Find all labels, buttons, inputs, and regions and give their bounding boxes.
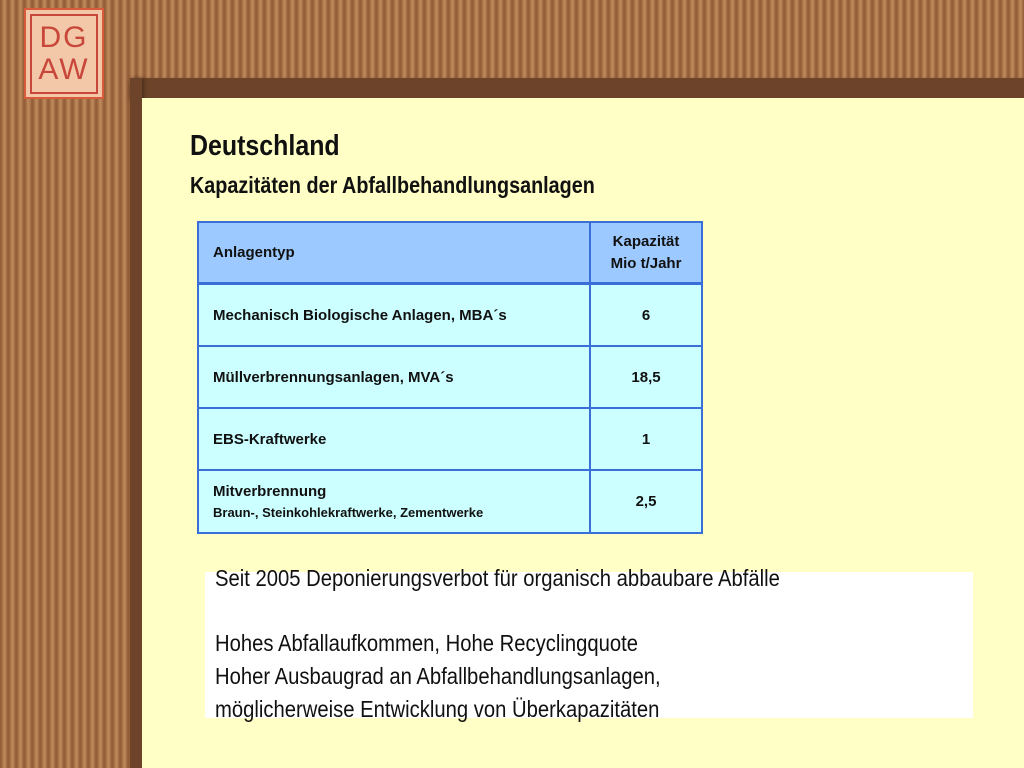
logo-line-2: AW [38, 52, 90, 86]
type-cell [199, 347, 591, 407]
header-capacity-unit: Mio t/Jahr [610, 254, 682, 272]
frame-shadow-left [130, 78, 142, 768]
capacity-value: 2,5 [635, 493, 657, 510]
header-type-label: Anlagentyp [213, 244, 295, 261]
type-label: Mechanisch Biologische Anlagen, MBA´s [213, 306, 507, 324]
capacity-cell [591, 285, 701, 345]
header-capacity-label: Kapazität [612, 232, 680, 250]
page-subtitle: Kapazitäten der Abfallbehandlungsanlagen [190, 172, 595, 198]
note-line: möglicherweise Entwicklung von Überkapazitäten [215, 696, 660, 722]
dgaw-logo-mark [30, 14, 98, 94]
capacity-value: 18,5 [631, 368, 661, 386]
table-row [199, 285, 701, 347]
type-label: Mitverbrennung [213, 483, 327, 500]
capacity-cell [591, 347, 701, 407]
type-cell [199, 409, 591, 469]
type-label: Müllverbrennungsanlagen, MVA´s [213, 368, 454, 386]
table-header-row [199, 223, 701, 285]
capacity-value: 1 [641, 430, 651, 448]
header-cell-capacity [591, 223, 701, 282]
frame-shadow-top [130, 78, 1024, 98]
type-label: EBS-Kraftwerke [213, 430, 327, 448]
capacity-cell [591, 471, 701, 532]
capacity-value: 6 [641, 306, 651, 324]
note-line: Hohes Abfallaufkommen, Hohe Recyclingquote [215, 630, 639, 656]
table-row [199, 347, 701, 409]
note-line: Hoher Ausbaugrad an Abfallbehandlungsanlagen, [215, 663, 661, 689]
type-sublabel: Braun-, Steinkohlekraftwerke, Zementwerke [213, 505, 484, 520]
logo-line-1: DG [39, 20, 89, 54]
table-row [199, 409, 701, 471]
capacity-cell [591, 409, 701, 469]
table-row [199, 471, 701, 532]
capacity-table [197, 221, 703, 534]
type-cell [199, 285, 591, 345]
note-line: Seit 2005 Deponierungsverbot für organisch abbaubare Abfälle [215, 565, 780, 591]
notes-block [215, 562, 780, 726]
note-spacer [215, 595, 780, 627]
type-cell [199, 471, 591, 532]
dgaw-logo [24, 8, 104, 99]
header-cell-type [199, 223, 591, 282]
page-title: Deutschland [190, 130, 340, 162]
